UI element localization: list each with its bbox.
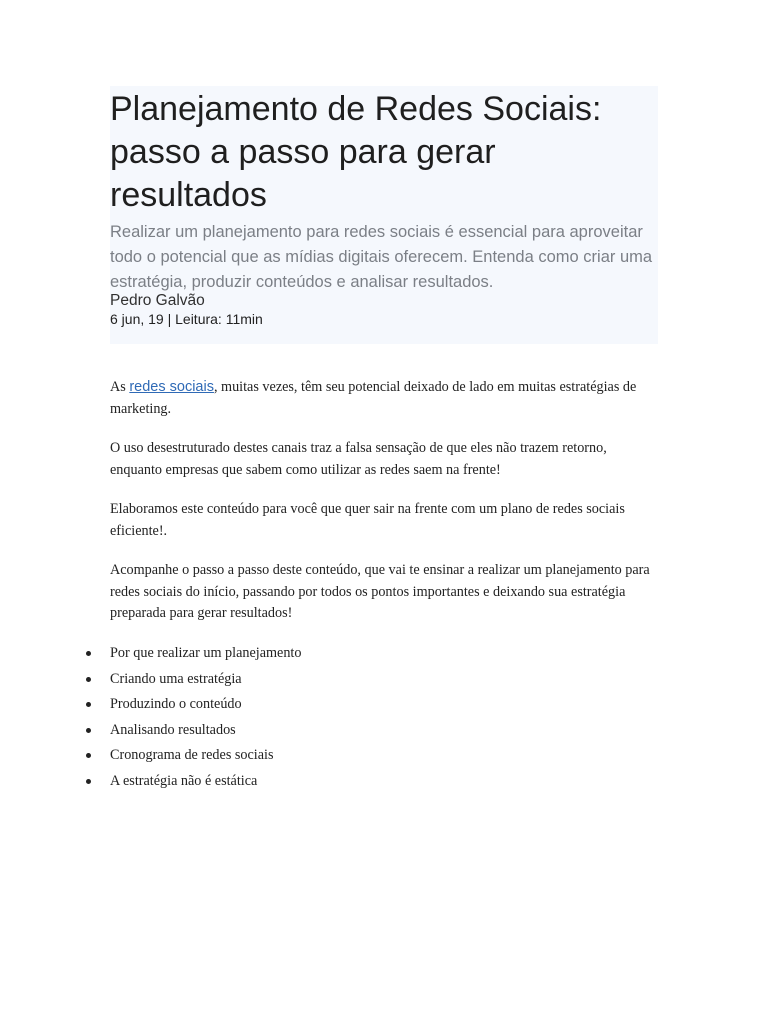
bullet-icon bbox=[86, 753, 91, 758]
paragraph-follow: Acompanhe o passo a passo deste conteúdo, que vai te ensinar a realizar um planejamento para redes sociais do início, passando por todos os pontos importantes e deixando sua estratégia preparada para gerar resultados! bbox=[110, 562, 650, 621]
paragraph-usage: O uso desestruturado destes canais traz a falsa sensação de que eles não trazem retorno, enquanto empresas que sabem como utilizar as redes saem na frente! bbox=[110, 440, 607, 478]
paragraph-intro-prefix: As bbox=[110, 379, 130, 395]
toc-item[interactable] bbox=[0, 669, 600, 695]
bullet-icon bbox=[86, 728, 91, 733]
bullet-icon bbox=[86, 779, 91, 784]
article-lead: Realizar um planejamento para redes sociais é essencial para aproveitar todo o potencial que as mídias digitais oferecem. Entenda como criar uma estratégia, produzir conteúdos e analisar resultados. bbox=[110, 223, 653, 291]
bullet-icon bbox=[86, 677, 91, 682]
paragraph-intro-suffix: , muitas vezes, têm seu potencial deixado de lado em muitas estratégias de marketing. bbox=[110, 379, 637, 417]
toc-item-label: A estratégia não é estática bbox=[110, 772, 258, 789]
toc-item-label: Criando uma estratégia bbox=[110, 670, 242, 687]
bullet-icon bbox=[86, 651, 91, 656]
toc-item[interactable] bbox=[0, 771, 600, 797]
bullet-icon bbox=[86, 702, 91, 707]
toc-item[interactable] bbox=[0, 694, 600, 720]
article-title: Planejamento de Redes Sociais: passo a passo para gerar resultados bbox=[110, 90, 602, 214]
toc-item[interactable] bbox=[0, 745, 600, 771]
toc-item[interactable] bbox=[0, 720, 600, 746]
article-author: Pedro Galvão bbox=[110, 292, 205, 309]
paragraph-purpose: Elaboramos este conteúdo para você que quer sair na frente com um plano de redes sociais eficiente!. bbox=[110, 501, 625, 539]
paragraph-intro bbox=[110, 377, 658, 420]
toc-item[interactable] bbox=[0, 643, 600, 669]
toc-item-label: Produzindo o conteúdo bbox=[110, 696, 242, 713]
redes-sociais-link[interactable]: redes sociais bbox=[129, 379, 214, 395]
article-meta: 6 jun, 19 | Leitura: 11min bbox=[110, 311, 263, 327]
toc-item-label: Cronograma de redes sociais bbox=[110, 747, 274, 764]
toc-item-label: Por que realizar um planejamento bbox=[110, 645, 302, 661]
table-of-contents bbox=[0, 643, 600, 797]
toc-item-label: Analisando resultados bbox=[110, 721, 236, 738]
